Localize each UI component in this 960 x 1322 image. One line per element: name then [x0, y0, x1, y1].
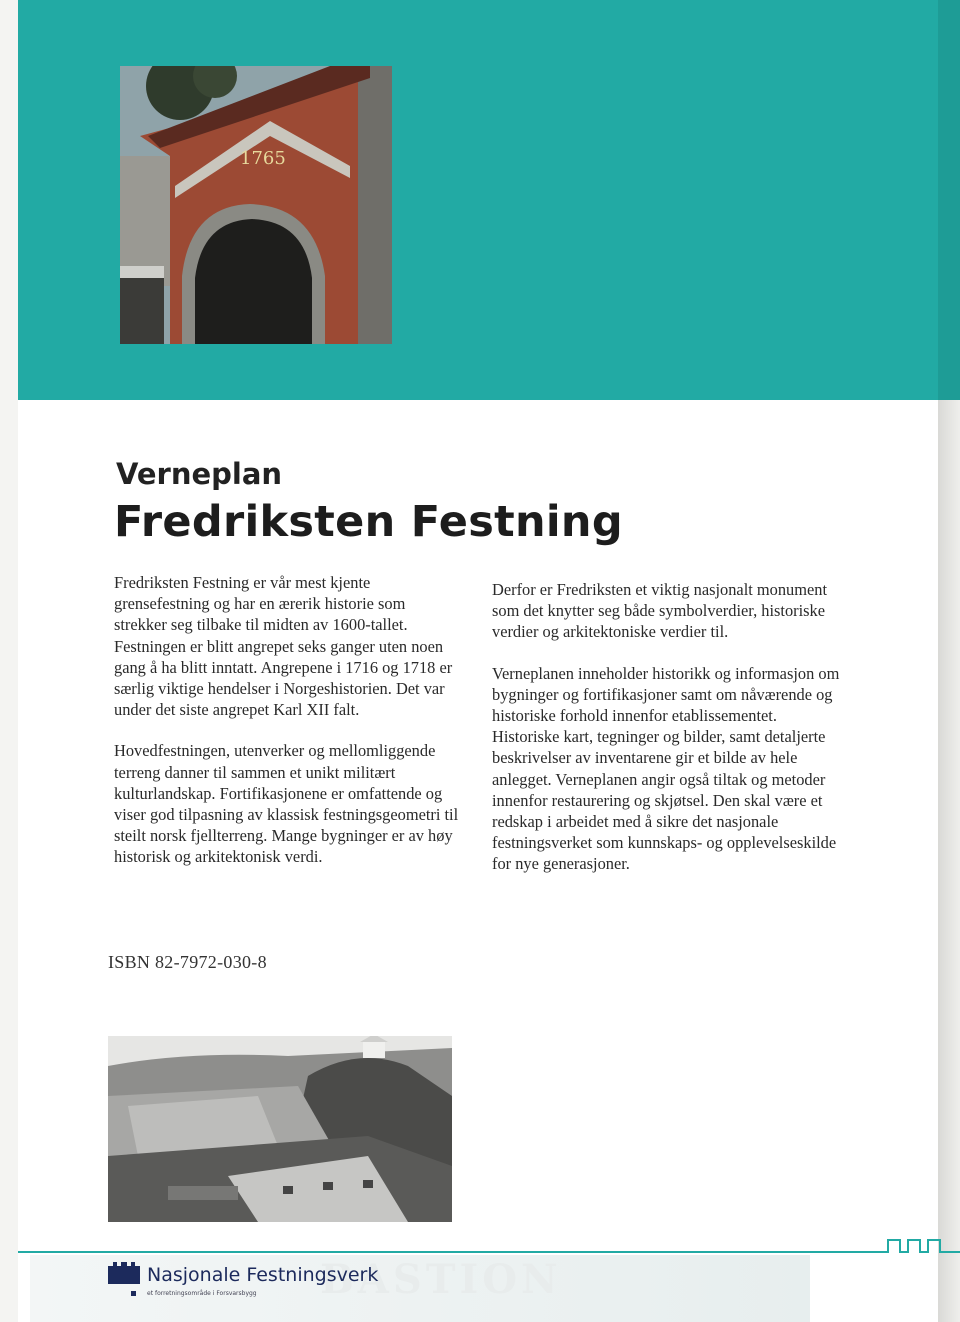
footer-divider-line [18, 1251, 886, 1253]
title-block [116, 456, 623, 548]
paragraph: Hovedfestningen, utenverker og mellomliggende terreng danner til sammen et unikt militært kulturlandskap. Fortifikasjonene er omfattende og viser god tilpasning av klassisk festningsgeometri til steilt norsk fjellterreng. Mange bygninger er av høy historisk og arkitektonisk verdi. [114, 741, 459, 867]
logo-bullet-icon [131, 1291, 136, 1296]
right-text-column [492, 579, 844, 895]
paragraph: Derfor er Fredriksten et viktig nasjonalt monument som det knytter seg både symbolverdier, historiske verdier og arkitektoniske verdier til. [492, 580, 828, 642]
gate-year-text: 1765 [240, 148, 286, 169]
paragraph: Fredriksten Festning er vår mest kjente grensefestning og har en ærerik historie som strekker seg tilbake til midten av 1600-tallet. Festningen er blitt angrepet seks ganger uten noen gang å ha blitt inntatt. Angrepene i 1716 og 1718 er særlig viktige hendelser i Norgeshistorien. Det var under det siste angrepet Karl XII falt. [114, 573, 453, 720]
fortress-gate-photo [120, 66, 392, 344]
fortress-aerial-photo [108, 1036, 452, 1222]
logo-wordmark: Nasjonale Festningsverk [147, 1264, 379, 1286]
ghost-watermark-text: BASTION [320, 1256, 562, 1303]
paragraph: Verneplanen inneholder historikk og informasjon om bygninger og fortifikasjoner samt om nåværende og historiske forhold innenfor etablissementet. Historiske kart, tegninger og bilder, samt detaljerte beskrivelser av inventarene gir et bilde av hele anlegget. Verneplanen angir også tiltak og metoder innenfor restaurering og skjøtsel. Den skal være et redskap i arbeidet med å sikre det nasjonale festningsverket som kunnskaps- og opplevelseskilde for nye generasjoner. [492, 663, 840, 874]
logo-tagline: et forretningsområde i Forsvarsbygg [147, 1290, 257, 1297]
document-title: Fredriksten Festning [114, 497, 623, 547]
battlement-line-icon [880, 1236, 960, 1256]
document-subtitle: Verneplan [116, 457, 283, 491]
book-spine-edge-teal [938, 0, 960, 400]
left-text-column [114, 572, 459, 888]
isbn-number: ISBN 82-7972-030-8 [108, 952, 267, 972]
fortress-logo-icon [108, 1262, 140, 1284]
